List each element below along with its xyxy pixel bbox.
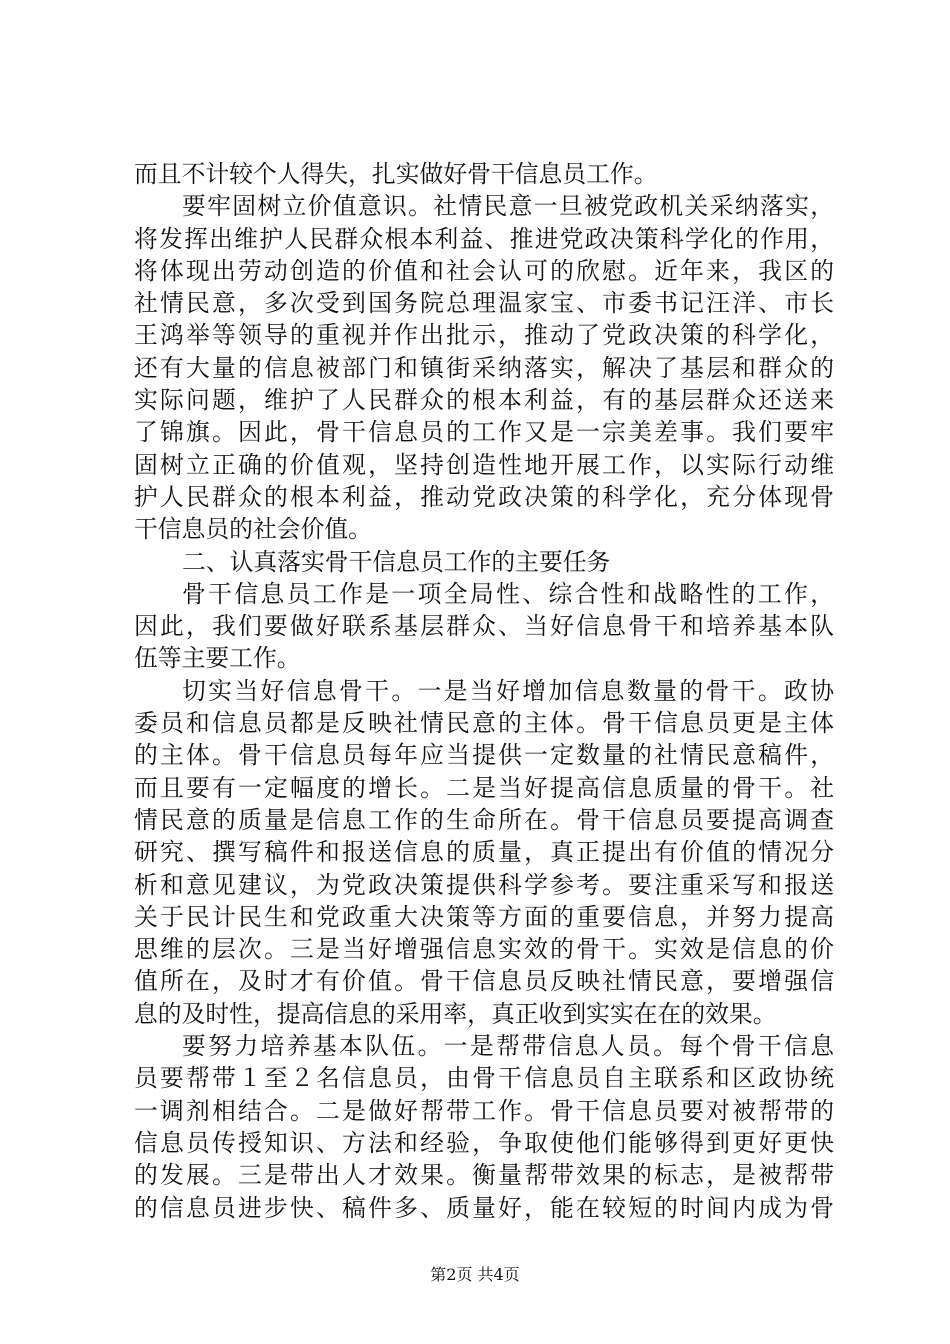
text-line: 实际问题，维护了人民群众的根本利益，有的基层群众还送来 [134, 386, 834, 415]
text-line: 骨干信息员工作是一项全局性、综合性和战略性的工作， [182, 579, 834, 608]
text-line: 还有大量的信息被部门和镇街采纳落实，解决了基层和群众的 [134, 353, 834, 382]
text-line: 伍等主要工作。 [134, 644, 301, 673]
text-line: 信息员传授知识、方法和经验，争取使他们能够得到更好更快 [134, 1128, 834, 1157]
text-line: 的主体。骨干信息员每年应当提供一定数量的社情民意稿件， [134, 741, 834, 770]
text-line: 要努力培养基本队伍。一是帮带信息人员。每个骨干信息 [182, 1032, 834, 1061]
text-line: 社情民意，多次受到国务院总理温家宝、市委书记汪洋、市长 [134, 289, 834, 318]
text-line: 析和意见建议，为党政决策提供科学参考。要注重采写和报送 [134, 870, 834, 899]
text-line: 的信息员进步快、稿件多、质量好，能在较短的时间内成为骨 [134, 1193, 834, 1222]
text-line: 固树立正确的价值观，坚持创造性地开展工作，以实际行动维 [134, 450, 834, 479]
page-footer: 第2页 共4页 [430, 1265, 520, 1284]
text-line: 因此，我们要做好联系基层群众、当好信息骨干和培养基本队 [134, 612, 834, 641]
text-line: 息的及时性，提高信息的采用率，真正收到实实在在的效果。 [134, 999, 777, 1028]
text-line: 一调剂相结合。二是做好帮带工作。骨干信息员要对被帮带的 [134, 1096, 834, 1125]
text-line: 情民意的质量是信息工作的生命所在。骨干信息员要提高调查 [134, 805, 834, 834]
text-line: 关于民计民生和党政重大决策等方面的重要信息，并努力提高 [134, 902, 834, 931]
text-line: 研究、撰写稿件和报送信息的质量，真正提出有价值的情况分 [134, 838, 834, 867]
text-line: 而且不计较个人得失，扎实做好骨干信息员工作。 [134, 160, 658, 188]
text-line: 要牢固树立价值意识。社情民意一旦被党政机关采纳落实， [182, 192, 834, 221]
text-line: 将发挥出维护人民群众根本利益、推进党政决策科学化的作用， [134, 224, 834, 253]
document-body [134, 158, 834, 1224]
text-line: 切实当好信息骨干。一是当好增加信息数量的骨干。政协 [182, 676, 834, 705]
text-line: 思维的层次。三是当好增强信息实效的骨干。实效是信息的价 [134, 935, 834, 964]
text-line: 护人民群众的根本利益，推动党政决策的科学化，充分体现骨 [134, 482, 834, 511]
text-line: 值所在，及时才有价值。骨干信息员反映社情民意，要增强信 [134, 967, 834, 996]
text-line: 的发展。三是带出人才效果。衡量帮带效果的标志，是被帮带 [134, 1161, 834, 1190]
text-line: 而且要有一定幅度的增长。二是当好提高信息质量的骨干。社 [134, 773, 834, 802]
text-line: 员要帮带１至２名信息员，由骨干信息员自主联系和区政协统 [134, 1064, 834, 1093]
text-line: 将体现出劳动创造的价值和社会认可的欣慰。近年来，我区的 [134, 256, 834, 285]
text-line: 委员和信息员都是反映社情民意的主体。骨干信息员更是主体 [134, 709, 834, 738]
text-line: 王鸿举等领导的重视并作出批示，推动了党政决策的科学化， [134, 321, 834, 350]
text-line: 二、认真落实骨干信息员工作的主要任务 [182, 547, 611, 576]
text-line: 了锦旗。因此，骨干信息员的工作又是一宗美差事。我们要牢 [134, 418, 834, 447]
text-line: 干信息员的社会价值。 [134, 515, 372, 544]
